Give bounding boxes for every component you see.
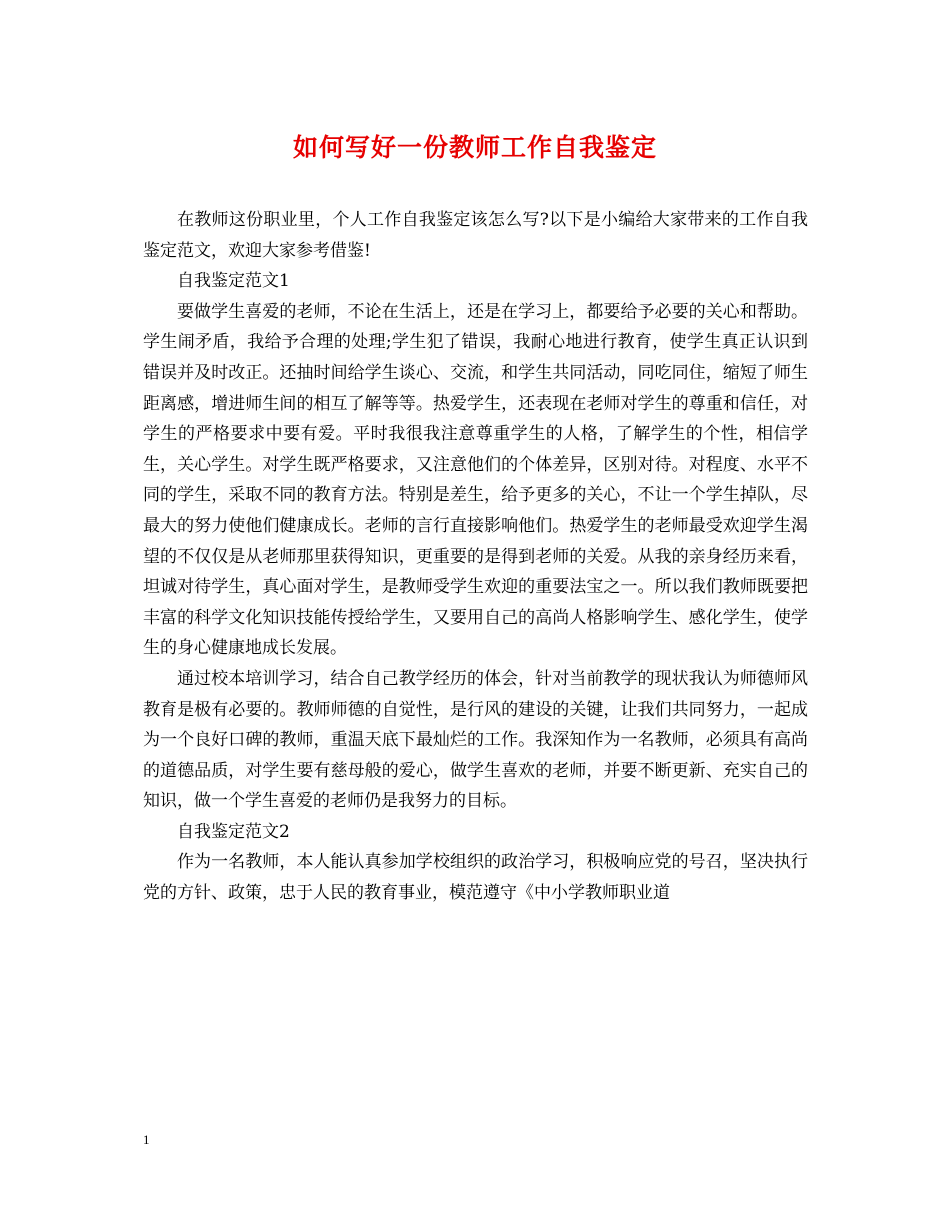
body-paragraph: 通过校本培训学习，结合自己教学经历的体会，针对当前教学的现状我认为师德师风教育是极有必要的。教师师德的自觉性，是行风的建设的关键，让我们共同努力，一起成为一个良好口碑的教师，重温天底下最灿烂的工作。我深知作为一名教师，必须具有高尚的道德品质，对学生要有慈母般的爱心，做学生喜欢的老师，并要不断更新、充实自己的知识，做一个学生喜爱的老师仍是我努力的目标。	[143, 668, 808, 812]
body-paragraph: 作为一名教师，本人能认真参加学校组织的政治学习，积极响应党的号召，坚决执行党的方针、政策，忠于人民的教育事业，模范遵守《中小学教师职业道	[143, 852, 808, 904]
section-heading-sample-2: 自我鉴定范文2	[177, 821, 290, 842]
document-body	[143, 205, 808, 909]
section-heading-sample-1: 自我鉴定范文1	[177, 271, 290, 292]
intro-paragraph: 在教师这份职业里，个人工作自我鉴定该怎么写?以下是小编给大家带来的工作自我鉴定范文，欢迎大家参考借鉴!	[143, 210, 808, 261]
document-title: 如何写好一份教师工作自我鉴定	[292, 133, 657, 162]
body-paragraph: 要做学生喜爱的老师，不论在生活上，还是在学习上，都要给予必要的关心和帮助。学生闹矛盾，我给予合理的处理;学生犯了错误，我耐心地进行教育，使学生真正认识到错误并及时改正。还抽时间给学生谈心、交流，和学生共同活动，同吃同住，缩短了师生距离感，增进师生间的相互了解等等。热爱学生，还表现在老师对学生的尊重和信任，对学生的严格要求中要有爱。平时我很我注意尊重学生的人格，了解学生的个性，相信学生，关心学生。对学生既严格要求，又注意他们的个体差异，区别对待。对程度、水平不同的学生，采取不同的教育方法。特别是差生，给予更多的关心，不让一个学生掉队，尽最大的努力使他们健康成长。老师的言行直接影响他们。热爱学生的老师最受欢迎学生渴望的不仅仅是从老师那里获得知识，更重要的是得到老师的关爱。从我的亲身经历来看，坦诚对待学生，真心面对学生，是教师受学生欢迎的重要法宝之一。所以我们教师既要把丰富的科学文化知识技能传授给学生，又要用自己的高尚人格影响学生、感化学生，使学生的身心健康地成长发展。	[143, 301, 808, 659]
page-number: 1	[143, 1132, 150, 1147]
